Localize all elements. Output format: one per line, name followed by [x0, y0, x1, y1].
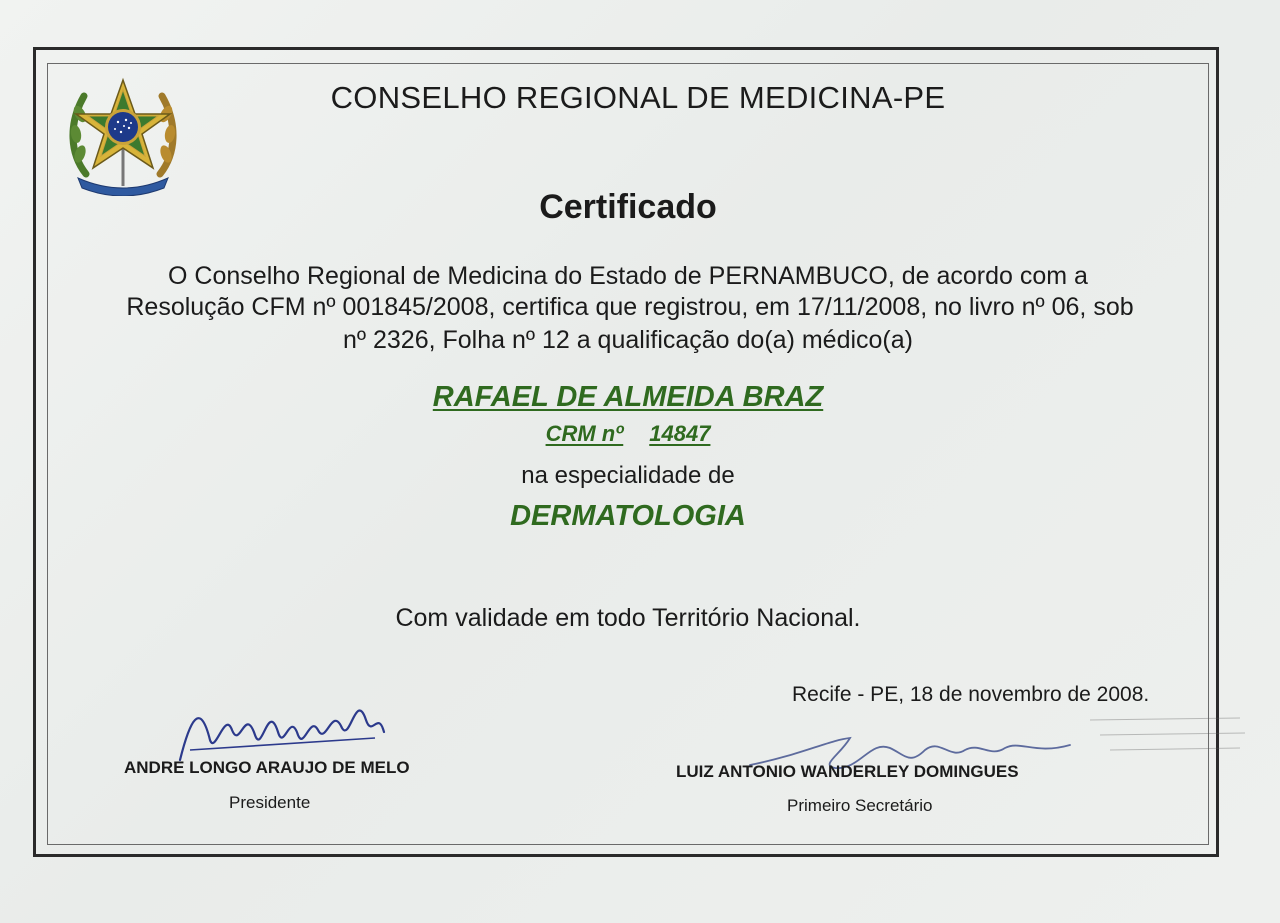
crm-number: 14847 [649, 421, 711, 446]
crm-label: CRM nº [545, 421, 624, 446]
specialty: DERMATOLOGIA [510, 500, 746, 532]
validity-statement: Com validade em todo Território Nacional. [395, 604, 861, 632]
president-name: ANDRE LONGO ARAUJO DE MELO [124, 758, 410, 777]
secretary-role: Primeiro Secretário [787, 796, 933, 815]
president-role: Presidente [229, 793, 311, 812]
council-header: CONSELHO REGIONAL DE MEDICINA-PE [330, 80, 946, 115]
physician-name: RAFAEL DE ALMEIDA BRAZ [432, 381, 824, 413]
body-line-1: O Conselho Regional de Medicina do Estado de PERNAMBUCO, de acordo com a [168, 262, 1088, 290]
certificate-title: Certificado [539, 188, 717, 226]
physician-name-row [47, 381, 1209, 414]
crm-row [47, 421, 1209, 447]
president-signature [170, 680, 390, 770]
date-line: Recife - PE, 18 de novembro de 2008. [792, 683, 1150, 706]
specialty-label: na especialidade de [521, 462, 735, 489]
secretary-name: LUIZ ANTONIO WANDERLEY DOMINGUES [676, 762, 1019, 781]
body-line-3: nº 2326, Folha nº 12 a qualificação do(a) médico(a) [343, 326, 913, 354]
body-line-2: Resolução CFM nº 001845/2008, certifica que registrou, em 17/11/2008, no livro nº 06, sob [126, 293, 1134, 321]
faded-stamp-icon [1080, 700, 1250, 780]
